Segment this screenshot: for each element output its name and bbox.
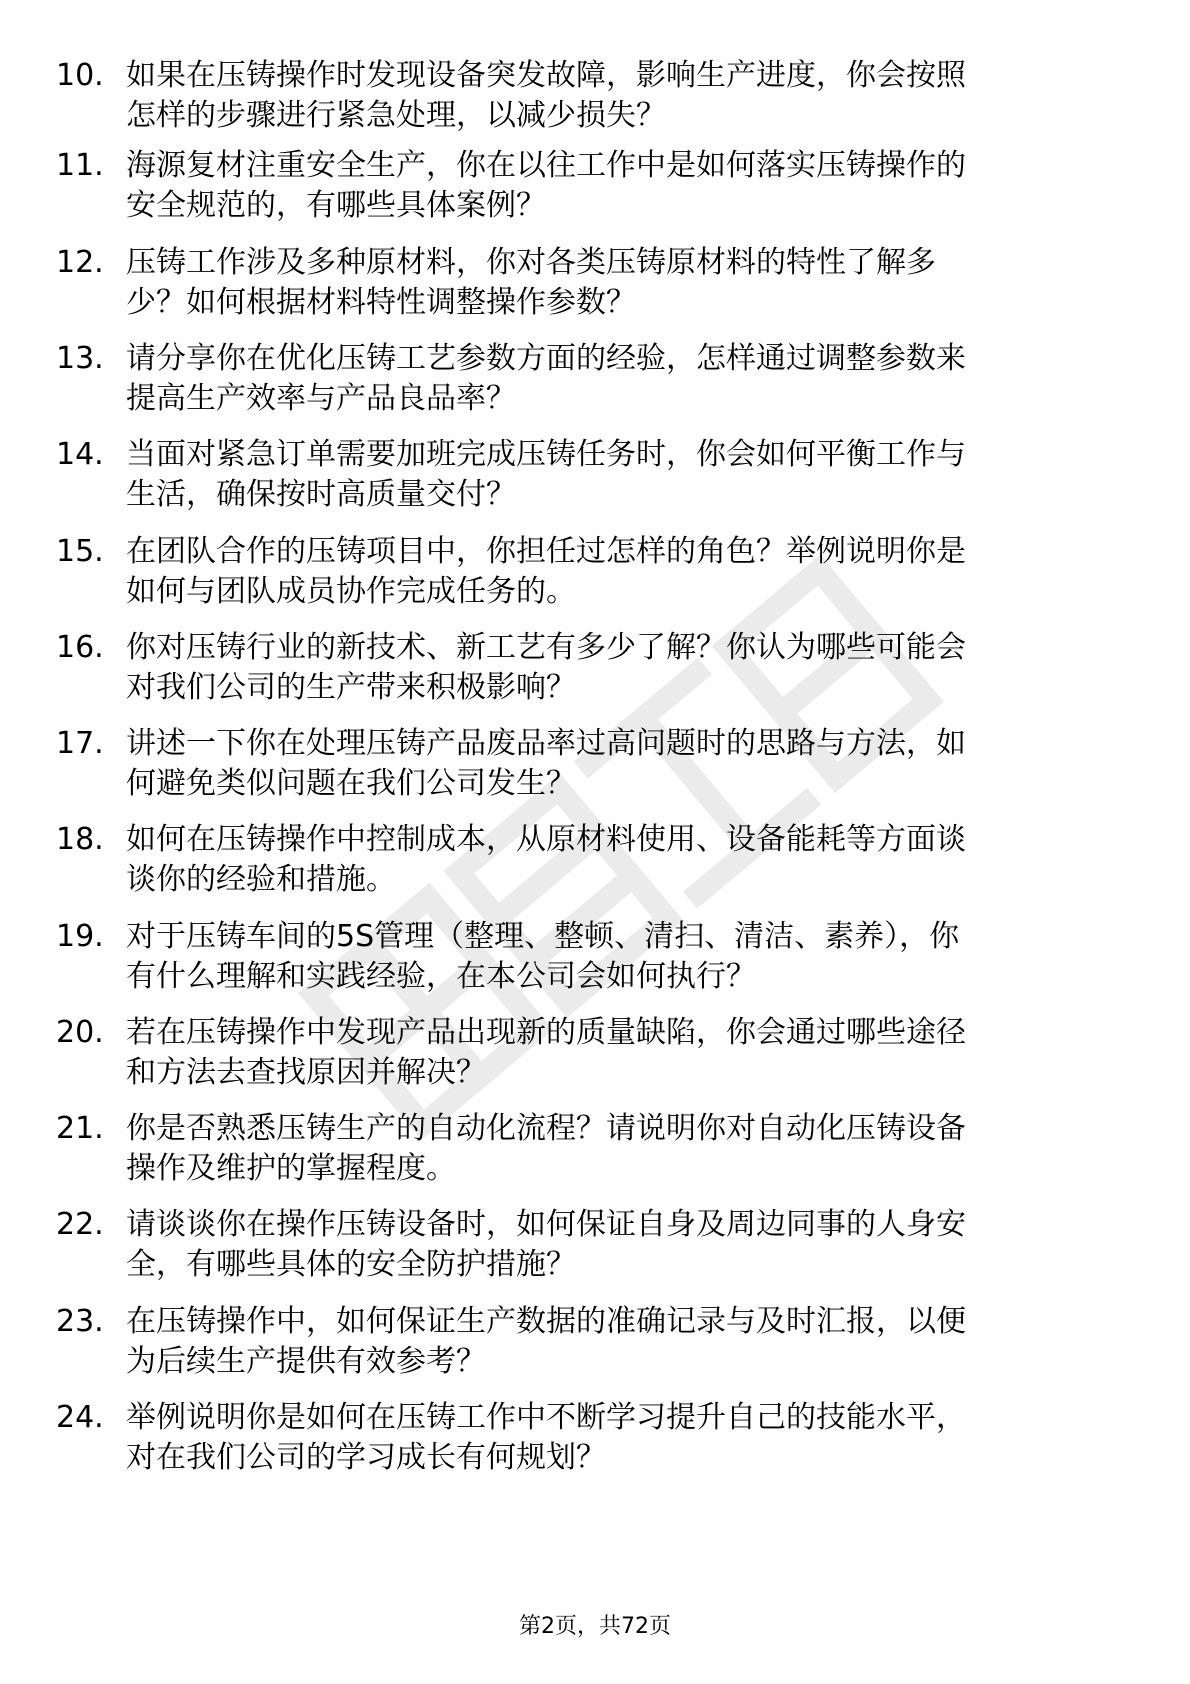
- question-text-line-2: 提高生产效率与产品良品率？: [126, 381, 516, 416]
- question-number: 13.: [56, 341, 104, 376]
- question-text-line-2: 生活，确保按时高质量交付？: [126, 477, 516, 512]
- question-number: 22.: [56, 1207, 104, 1242]
- question-text-line-2: 全，有哪些具体的安全防护措施？: [126, 1247, 576, 1282]
- question-text-line-1: 举例说明你是如何在压铸工作中不断学习提升自己的技能水平，: [126, 1400, 966, 1435]
- question-text-line-2: 和方法去查找原因并解决？: [126, 1055, 486, 1090]
- question-text-line-1: 请谈谈你在操作压铸设备时，如何保证自身及周边同事的人身安: [126, 1207, 966, 1242]
- question-text-line-1: 你是否熟悉压铸生产的自动化流程？请说明你对自动化压铸设备: [126, 1111, 966, 1146]
- question-text-line-2: 操作及维护的掌握程度。: [126, 1151, 456, 1186]
- question-number: 10.: [56, 58, 104, 93]
- question-number: 11.: [56, 148, 104, 183]
- question-text-line-1: 若在压铸操作中发现产品出现新的质量缺陷，你会通过哪些途径: [126, 1015, 966, 1050]
- question-text-line-2: 安全规范的，有哪些具体案例？: [126, 188, 546, 223]
- question-number: 19.: [56, 919, 104, 954]
- question-text-line-1: 在压铸操作中，如何保证生产数据的准确记录与及时汇报，以便: [126, 1304, 966, 1339]
- question-text-line-1: 海源复材注重安全生产，你在以往工作中是如何落实压铸操作的: [126, 148, 966, 183]
- question-text-line-2: 如何与团队成员协作完成任务的。: [126, 574, 576, 609]
- question-number: 14.: [56, 437, 104, 472]
- question-text-line-2: 怎样的步骤进行紧急处理，以减少损失？: [126, 98, 666, 133]
- question-number: 20.: [56, 1015, 104, 1050]
- question-number: 21.: [56, 1111, 104, 1146]
- question-text-line-1: 如果在压铸操作时发现设备突发故障，影响生产进度，你会按照: [126, 58, 966, 93]
- question-text-line-2: 对我们公司的生产带来积极影响？: [126, 670, 576, 705]
- question-number: 24.: [56, 1400, 104, 1435]
- question-text-line-1: 如何在压铸操作中控制成本，从原材料使用、设备能耗等方面谈: [126, 822, 966, 857]
- page-number: 第2页，共72页: [519, 1614, 671, 1639]
- question-text-line-2: 为后续生产提供有效参考？: [126, 1344, 486, 1379]
- question-text-line-1: 压铸工作涉及多种原材料，你对各类压铸原材料的特性了解多: [126, 245, 936, 280]
- question-text-line-2: 少？如何根据材料特性调整操作参数？: [126, 285, 636, 320]
- question-text-line-1: 请分享你在优化压铸工艺参数方面的经验，怎样通过调整参数来: [126, 341, 966, 376]
- question-text-line-2: 谈你的经验和措施。: [126, 862, 396, 897]
- question-text-line-2: 有什么理解和实践经验，在本公司会如何执行？: [126, 959, 756, 994]
- question-number: 15.: [56, 534, 104, 569]
- question-text-line-1: 对于压铸车间的5S管理（整理、整顿、清扫、清洁、素养），你: [126, 919, 960, 954]
- question-number: 18.: [56, 822, 104, 857]
- question-number: 23.: [56, 1304, 104, 1339]
- question-number: 12.: [56, 245, 104, 280]
- question-text-line-1: 在团队合作的压铸项目中，你担任过怎样的角色？举例说明你是: [126, 534, 966, 569]
- question-number: 16.: [56, 630, 104, 665]
- question-text-line-1: 你对压铸行业的新技术、新工艺有多少了解？你认为哪些可能会: [126, 630, 966, 665]
- question-number: 17.: [56, 726, 104, 761]
- question-text-line-2: 何避免类似问题在我们公司发生？: [126, 766, 576, 801]
- question-text-line-2: 对在我们公司的学习成长有何规划？: [126, 1440, 606, 1475]
- question-text-line-1: 讲述一下你在处理压铸产品废品率过高问题时的思路与方法，如: [126, 726, 966, 761]
- question-text-line-1: 当面对紧急订单需要加班完成压铸任务时，你会如何平衡工作与: [126, 437, 966, 472]
